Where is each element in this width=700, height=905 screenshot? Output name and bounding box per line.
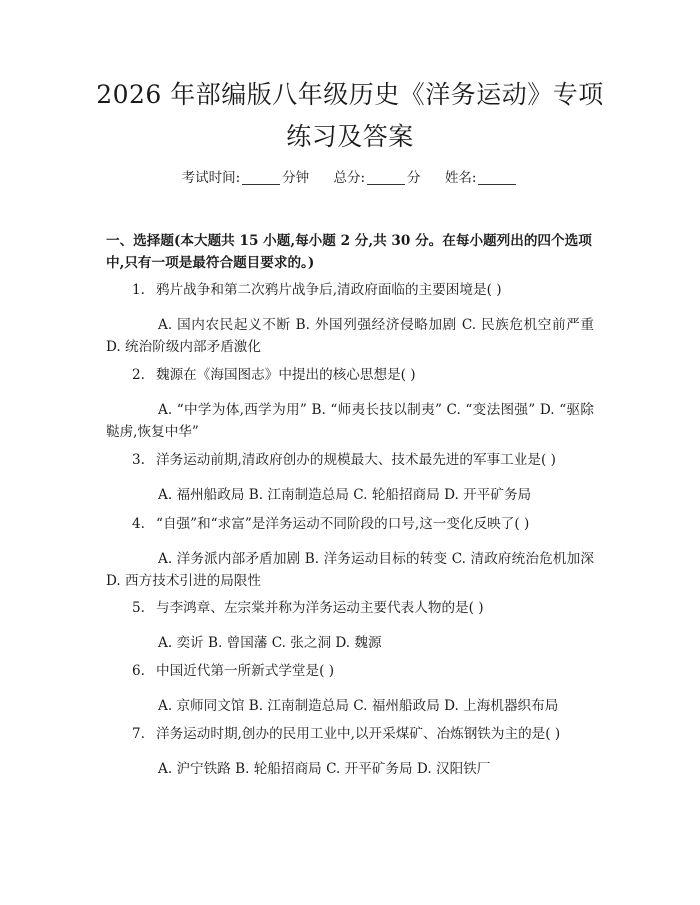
- question-item: [106, 513, 594, 592]
- student-name-blank: [478, 170, 516, 185]
- student-name-label: 姓名:: [444, 170, 477, 186]
- total-score-label: 总分:: [333, 170, 366, 186]
- question-stem: [106, 723, 594, 745]
- question-item: [106, 597, 594, 654]
- question-options: A. 京师同文馆 B. 江南制造总局 C. 福州船政局 D. 上海机器织布局: [158, 698, 559, 714]
- question-number: 7.: [132, 726, 145, 742]
- question-options: A. 沪宁铁路 B. 轮船招商局 C. 开平矿务局 D. 汉阳铁厂: [158, 761, 491, 777]
- question-item: [106, 723, 594, 780]
- title-line-2: 练习及答案: [286, 122, 414, 151]
- question-text: 鸦片战争和第二次鸦片战争后,清政府面临的主要困境是( ): [156, 282, 502, 298]
- question-text: 与李鸿章、左宗棠并称为洋务运动主要代表人物的是( ): [156, 600, 484, 616]
- exam-time-label: 考试时间:: [181, 170, 241, 186]
- question-number: 4.: [132, 516, 145, 532]
- question-number: 5.: [132, 600, 145, 616]
- question-stem: [106, 449, 594, 471]
- question-text: 中国近代第一所新式学堂是( ): [156, 663, 335, 679]
- question-options: A. “中学为体,西学为用” B. “师夷长技以制夷” C. “变法图强” D. “驱除鞑虏,恢复中华”: [106, 402, 594, 440]
- question-stem: [106, 513, 594, 535]
- total-score-unit: 分: [407, 170, 421, 186]
- question-options: A. 国内农民起义不断 B. 外国列强经济侵略加剧 C. 民族危机空前严重 D. 统治阶级内部矛盾激化: [106, 317, 594, 355]
- question-stem: [106, 364, 594, 386]
- question-stem: [106, 279, 594, 301]
- question-text: 魏源在《海国图志》中提出的核心思想是( ): [156, 367, 416, 383]
- question-item: [106, 279, 594, 358]
- exam-time-blank: [242, 170, 280, 185]
- exam-time-field: [182, 168, 310, 188]
- total-score-blank: [367, 170, 405, 185]
- question-text: 洋务运动时期,创办的民用工业中,以开采煤矿、冶炼钢铁为主的是( ): [156, 726, 561, 742]
- question-item: [106, 449, 594, 506]
- question-number: 6.: [132, 663, 145, 679]
- question-number: 1.: [132, 282, 145, 298]
- question-options: A. 洋务派内部矛盾加剧 B. 洋务运动目标的转变 C. 清政府统治危机加深 D. 西方技术引进的局限性: [106, 551, 594, 589]
- question-options: A. 奕䜣 B. 曾国藩 C. 张之洞 D. 魏源: [158, 635, 382, 651]
- page-title: [60, 74, 640, 158]
- question-stem: [106, 660, 594, 682]
- question-item: [106, 660, 594, 717]
- section-heading: 一、选择题(本大题共 15 小题,每小题 2 分,共 30 分。在每小题列出的四个选项中,只有一项是最符合题目要求的。): [106, 233, 592, 271]
- question-stem: [106, 597, 594, 619]
- question-number: 3.: [132, 452, 145, 468]
- question-item: [106, 364, 594, 443]
- total-score-field: [333, 168, 420, 188]
- question-text: 洋务运动前期,清政府创办的规模最大、技术最先进的军事工业是( ): [156, 452, 556, 468]
- exam-info-line: [0, 168, 700, 188]
- student-name-field: [445, 168, 519, 188]
- exam-time-unit: 分钟: [282, 170, 310, 186]
- question-options: A. 福州船政局 B. 江南制造总局 C. 轮船招商局 D. 开平矿务局: [158, 487, 532, 503]
- question-number: 2.: [132, 367, 145, 383]
- title-line-1: 2026 年部编版八年级历史《洋务运动》专项: [96, 80, 604, 109]
- question-text: “自强”和“求富”是洋务运动不同阶段的口号,这一变化反映了( ): [156, 516, 530, 532]
